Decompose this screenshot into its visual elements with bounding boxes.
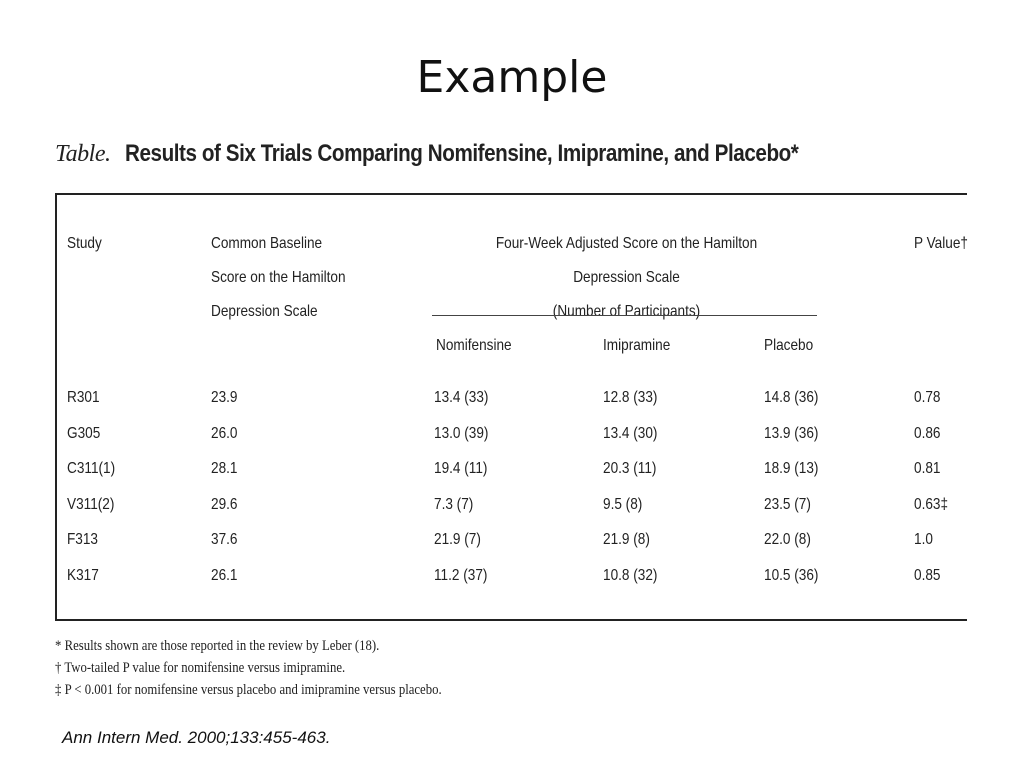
- cell-imipramine: 20.3 (11): [603, 460, 657, 477]
- footnote: † Two-tailed P value for nomifensine versus imipramine.: [55, 660, 346, 676]
- footnotes: [55, 635, 510, 701]
- cell-p-value: 0.85: [914, 566, 941, 584]
- header-imipramine: Imipramine: [603, 337, 671, 354]
- header-nomifensine: Nomifensine: [436, 337, 512, 354]
- cell-study: V311(2): [67, 495, 115, 513]
- cell-imipramine: 21.9 (8): [603, 531, 650, 548]
- header-underline: [432, 315, 817, 316]
- cell-imipramine: 10.8 (32): [603, 566, 658, 584]
- cell-study: F313: [67, 531, 98, 548]
- cell-baseline: 37.6: [211, 531, 238, 548]
- cell-p-value: 0.78: [914, 389, 941, 406]
- cell-study: R301: [67, 389, 100, 406]
- header-adjusted-score: Four-Week Adjusted Score on the Hamilton Depression Scale (Number of Participants): [495, 235, 758, 320]
- cell-baseline: 26.1: [211, 566, 238, 584]
- cell-nomifensine: 13.0 (39): [434, 424, 489, 442]
- footnote: ‡ P < 0.001 for nomifensine versus placebo and imipramine versus placebo.: [55, 682, 442, 698]
- footnote: * Results shown are those reported in the review by Leber (18).: [55, 638, 380, 654]
- cell-placebo: 10.5 (36): [764, 566, 819, 584]
- cell-nomifensine: 11.2 (37): [434, 566, 488, 584]
- cell-baseline: 26.0: [211, 424, 238, 442]
- cell-placebo: 23.5 (7): [764, 495, 811, 513]
- table-caption-text: Results of Six Trials Comparing Nomifensine, Imipramine, and Placebo*: [124, 140, 799, 167]
- table-caption-lead: Table.: [55, 141, 111, 167]
- cell-p-value: 0.86: [914, 424, 941, 442]
- cell-study: C311(1): [67, 460, 116, 477]
- header-study: Study: [67, 235, 102, 252]
- cell-nomifensine: 7.3 (7): [434, 495, 474, 513]
- cell-p-value: 0.81: [914, 460, 941, 477]
- cell-nomifensine: 13.4 (33): [434, 389, 489, 406]
- cell-nomifensine: 19.4 (11): [434, 460, 488, 477]
- table-caption: [55, 140, 908, 168]
- cell-imipramine: 12.8 (33): [603, 389, 658, 406]
- cell-nomifensine: 21.9 (7): [434, 531, 481, 548]
- cell-baseline: 29.6: [211, 495, 238, 513]
- cell-placebo: 22.0 (8): [764, 531, 811, 548]
- results-table: [55, 193, 967, 621]
- cell-placebo: 14.8 (36): [764, 389, 819, 406]
- header-p-value: P Value†: [914, 235, 968, 252]
- slide-title: Example: [416, 52, 608, 103]
- cell-p-value: 0.63‡: [914, 495, 949, 513]
- header-baseline: Common Baseline Score on the Hamilton Depression Scale: [211, 235, 346, 320]
- header-placebo: Placebo: [764, 337, 814, 354]
- citation: Ann Intern Med. 2000;133:455-463.: [62, 728, 331, 747]
- cell-baseline: 23.9: [211, 389, 238, 406]
- cell-study: G305: [67, 424, 101, 442]
- cell-baseline: 28.1: [211, 460, 238, 477]
- cell-study: K317: [67, 566, 99, 584]
- cell-imipramine: 13.4 (30): [603, 424, 658, 442]
- cell-placebo: 13.9 (36): [764, 424, 819, 442]
- cell-p-value: 1.0: [914, 531, 933, 548]
- cell-imipramine: 9.5 (8): [603, 495, 643, 513]
- cell-placebo: 18.9 (13): [764, 460, 819, 477]
